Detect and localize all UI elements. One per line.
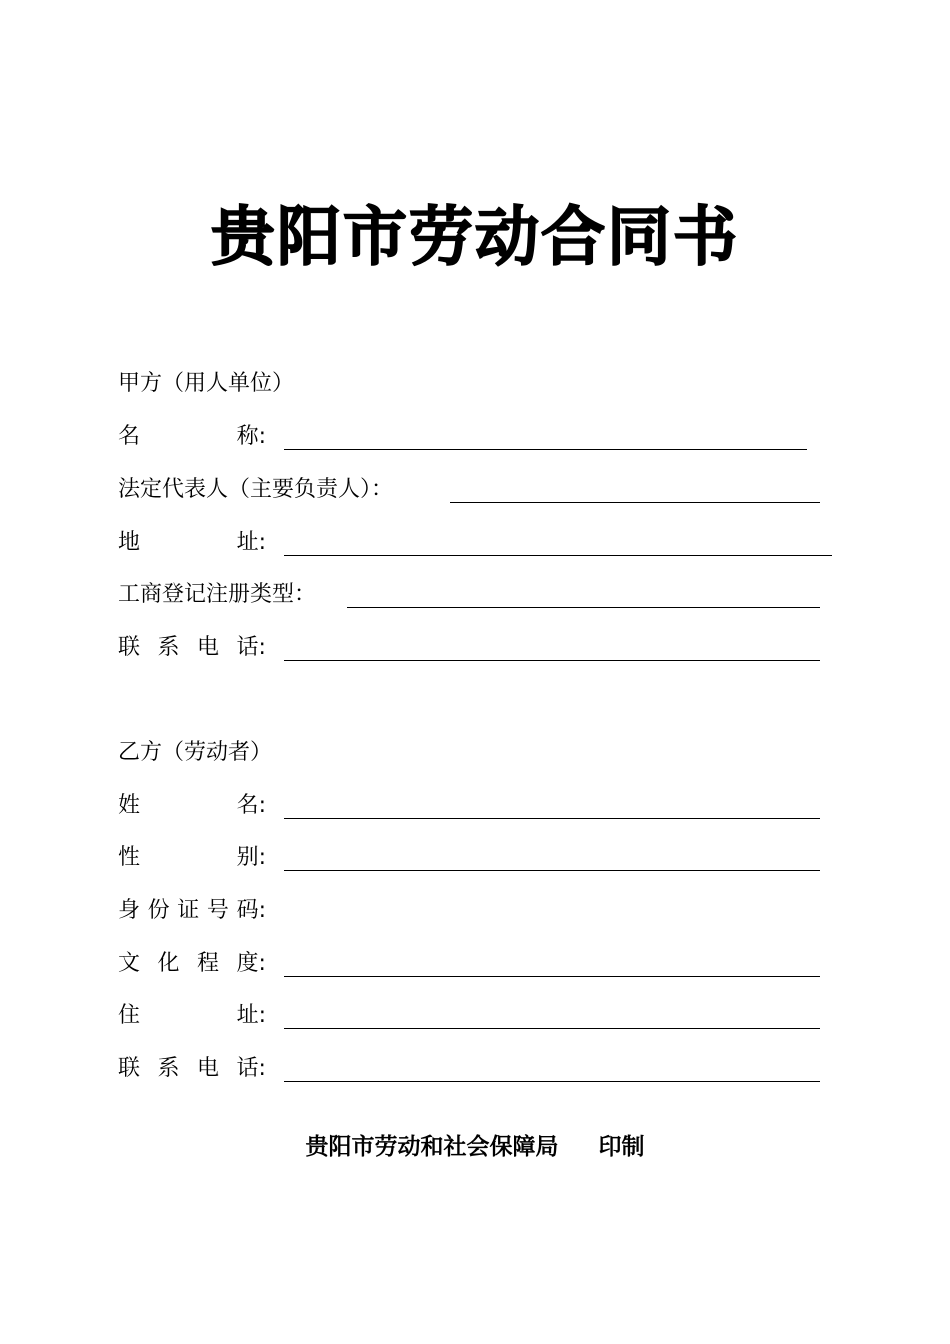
party-b-name-field[interactable] — [284, 818, 820, 819]
party-a-name-field[interactable] — [284, 449, 807, 450]
document-title: 贵阳市劳动合同书 — [211, 200, 739, 275]
party-b-address-label: 住 址: — [118, 1003, 266, 1028]
party-b-name-label: 姓 名: — [118, 793, 266, 818]
issuer-action: 印制 — [598, 1134, 645, 1160]
party-a-phone-label: 联 系 电 话: — [118, 635, 266, 660]
party-a-heading: 甲方（用人单位） — [118, 371, 295, 396]
party-a-name-label: 名 称: — [118, 424, 266, 449]
party-a-address-label: 地 址: — [118, 530, 266, 555]
party-a-registration-label: 工商登记注册类型： — [118, 582, 317, 607]
party-a-legal-rep-label: 法定代表人（主要负责人）： — [118, 477, 394, 502]
party-b-address-field[interactable] — [284, 1028, 820, 1029]
party-a-registration-field[interactable] — [347, 607, 820, 608]
party-b-education-field[interactable] — [284, 976, 820, 977]
party-b-phone-label: 联 系 电 话: — [118, 1056, 266, 1081]
issuer-name: 贵阳市劳动和社会保障局 — [305, 1134, 559, 1160]
party-a-legal-rep-field[interactable] — [450, 502, 820, 503]
party-b-gender-field[interactable] — [284, 870, 820, 871]
party-a-address-field[interactable] — [284, 555, 832, 556]
issuer-footer — [0, 1132, 950, 1162]
party-b-phone-field[interactable] — [284, 1081, 820, 1082]
party-b-gender-label: 性 别: — [118, 845, 266, 870]
party-b-heading: 乙方（劳动者） — [118, 740, 273, 765]
party-b-id-label: 身 份 证 号 码: — [118, 898, 266, 923]
party-a-phone-field[interactable] — [284, 660, 820, 661]
party-b-education-label: 文 化 程 度: — [118, 951, 266, 976]
